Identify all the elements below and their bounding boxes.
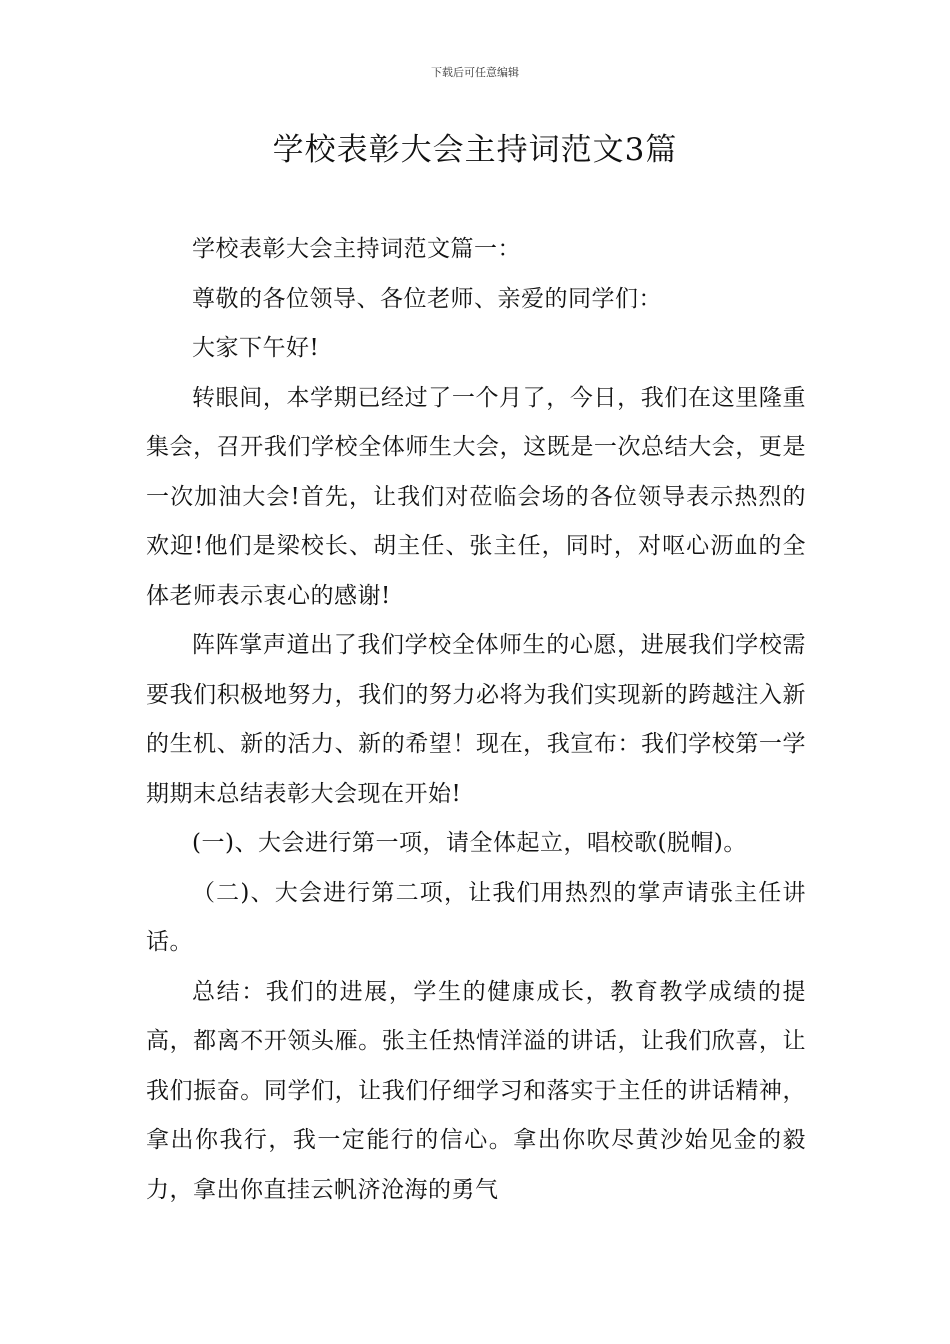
paragraph-section-heading: 学校表彰大会主持词范文篇一： xyxy=(192,236,521,262)
paragraph-summary: 总结：我们的进展，学生的健康成长，教育教学成绩的提高，都离不开领头雁。张主任热情洋溢的讲话，让我们欣喜，让我们振奋。同学们，让我们仔细学习和落实于主任的讲话精神，拿出你我行，我一定能行的信心。拿出你吹尽黄沙始见金的毅力，拿出你直挂云帆济沧海的勇气 xyxy=(146,978,806,1203)
page-header-note: 下载后可任意编辑 xyxy=(431,66,519,79)
document-body xyxy=(146,225,806,1215)
paragraph-item-one: (一)、大会进行第一项，请全体起立，唱校歌(脱帽)。 xyxy=(192,830,747,856)
paragraph-salutation: 尊敬的各位领导、各位老师、亲爱的同学们： xyxy=(192,285,662,312)
paragraph-opening: 转眼间，本学期已经过了一个月了，今日，我们在这里隆重集会，召开我们学校全体师生大会，这既是一次总结大会，更是一次加油大会!首先，让我们对莅临会场的各位领导表示热烈的欢迎!他们是梁校长、胡主任、张主任，同时，对呕心沥血的全体老师表示衷心的感谢! xyxy=(146,384,806,609)
paragraph-announcement: 阵阵掌声道出了我们学校全体师生的心愿，进展我们学校需要我们积极地努力，我们的努力必将为我们实现新的跨越注入新的生机、新的活力、新的希望！现在，我宣布：我们学校第一学期期末总结表彰大会现在开始! xyxy=(146,632,806,807)
paragraph-greeting: 大家下午好! xyxy=(192,335,320,361)
document-title: 学校表彰大会主持词范文3篇 xyxy=(272,132,678,168)
paragraph-item-two: （二)、大会进行第二项，让我们用热烈的掌声请张主任讲话。 xyxy=(146,879,806,955)
